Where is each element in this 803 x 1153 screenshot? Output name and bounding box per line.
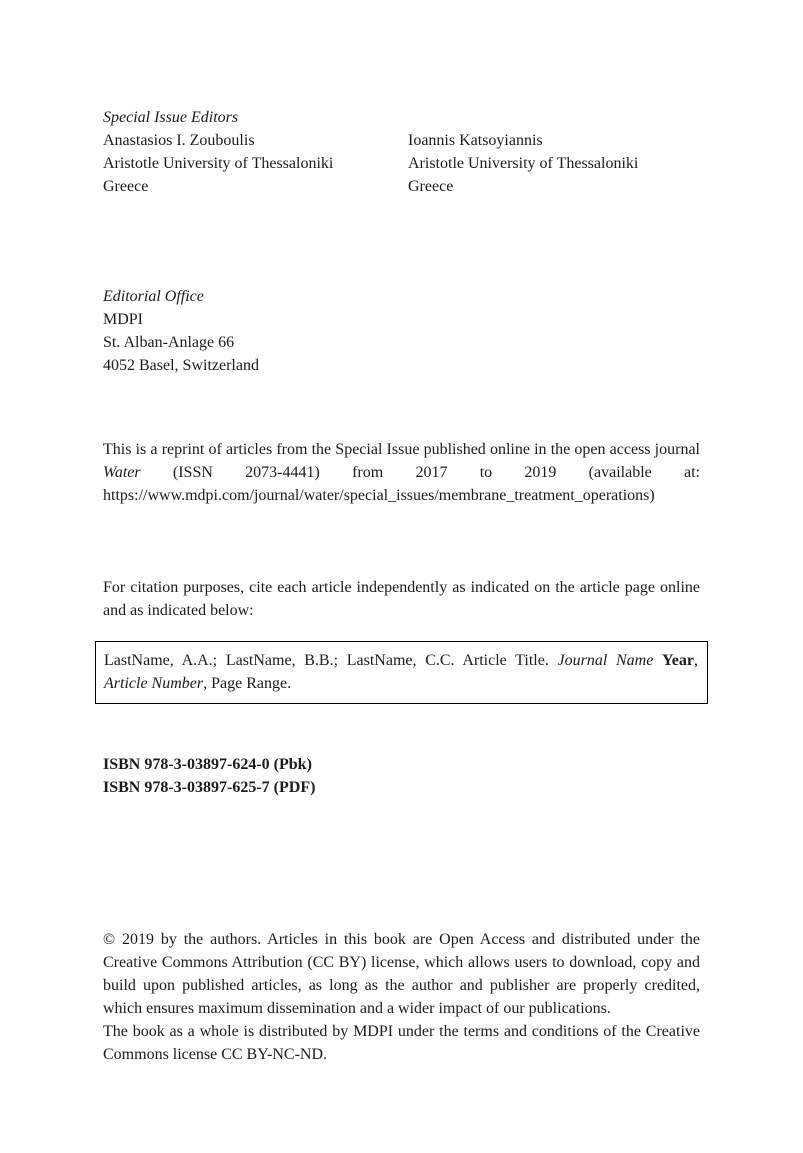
citation-page-range: , Page Range. [203, 675, 292, 692]
citation-instructions-paragraph: For citation purposes, cite each article independently as indicated on the article page online and as indicated below: [103, 579, 700, 619]
special-issue-editors-section [103, 106, 700, 198]
copyright-paragraph: © 2019 by the authors. Articles in this book are Open Access and distributed under the Creative Commons Attribution (CC BY) license, which allows users to download, copy and build upon published articles, as long as the author and publisher are properly credited, which ensures maximum dissemination and a wider impact of our publications. [103, 931, 700, 1017]
citation-space [653, 652, 662, 669]
reprint-text-before: This is a reprint of articles from the Special Issue published online in the open access journal [103, 441, 700, 458]
citation-article-number: Article Number [104, 675, 204, 692]
editor-right [408, 129, 700, 198]
editor-left-name: Anastasios I. Zouboulis [103, 132, 255, 149]
editorial-office-city: 4052 Basel, Switzerland [103, 357, 259, 374]
citation-separator: , [694, 652, 698, 669]
special-issue-editors-heading: Special Issue Editors [103, 109, 239, 126]
citation-instructions-section [103, 576, 700, 622]
reprint-notice-paragraph [103, 438, 700, 507]
editor-left [103, 129, 408, 198]
citation-authors-title: LastName, A.A.; LastName, B.B.; LastName, C.C. Article Title. [104, 652, 558, 669]
reprint-notice-section [103, 438, 700, 507]
journal-name-italic: Water [103, 464, 141, 481]
isbn-section [103, 753, 700, 799]
isbn-pdf: ISBN 978-3-03897-625-7 (PDF) [103, 779, 316, 796]
editorial-office-section [103, 285, 700, 377]
reprint-text-after: (ISSN 2073-4441) from 2017 to 2019 (available at: https://www.mdpi.com/journal/water/special_issues/membrane_treatment_operations) [103, 464, 700, 504]
citation-year: Year [662, 652, 694, 669]
distribution-paragraph: The book as a whole is distributed by MDPI under the terms and conditions of the Creative Commons license CC BY-NC-ND. [103, 1023, 700, 1063]
editor-right-country: Greece [408, 178, 454, 195]
editorial-office-publisher: MDPI [103, 311, 144, 328]
citation-format-box [95, 641, 708, 704]
editor-left-country: Greece [103, 178, 149, 195]
license-section [103, 928, 700, 1066]
isbn-pbk: ISBN 978-3-03897-624-0 (Pbk) [103, 756, 312, 773]
editor-right-affiliation: Aristotle University of Thessaloniki [408, 155, 639, 172]
editor-left-affiliation: Aristotle University of Thessaloniki [103, 155, 334, 172]
editorial-office-street: St. Alban-Anlage 66 [103, 334, 235, 351]
editor-right-name: Ioannis Katsoyiannis [408, 132, 543, 149]
editors-columns [103, 129, 700, 198]
citation-journal-name: Journal Name [557, 652, 654, 669]
editorial-office-heading: Editorial Office [103, 288, 204, 305]
